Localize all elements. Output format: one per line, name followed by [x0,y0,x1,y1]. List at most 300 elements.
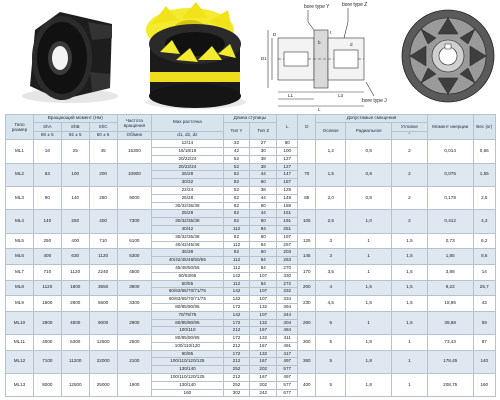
hub-z-cell: 60 [250,179,277,187]
d-cell: 145 [298,249,316,265]
axial-cell: 2,5 [316,210,346,233]
length-cell: 677 [277,389,298,397]
type-cell: ML13 [6,374,34,397]
speed-cell: 3800 [117,280,152,296]
d-cell: 105 [298,210,316,233]
hub-z-cell: 167 [250,342,277,350]
torque-shc-cell: 45 [89,140,117,163]
hub-z-cell: 44 [250,171,277,179]
torque-shb-cell: 630 [61,249,89,265]
length-cell: 330 [277,272,298,280]
torque-shc-cell: 1120 [89,249,117,265]
hub-z-cell: 60 [250,218,277,226]
length-cell: 187 [277,179,298,187]
hub-z-cell: 132 [250,319,277,327]
weight-cell: 87 [473,335,495,351]
type-cell: ML7 [6,264,34,280]
torque-shb-cell: 25 [61,140,89,163]
bore-cell: 22/24 [152,186,223,194]
torque-sha-cell: 250 [33,233,61,249]
axial-cell: 1,5 [316,163,346,186]
radial-cell: 1,5 [346,280,392,296]
unit-bore: d1, d2, dz [152,131,223,139]
hub-z-cell: 38 [250,155,277,163]
length-cell: 334 [277,296,298,304]
hub-z-cell: 60 [250,202,277,210]
d-cell: 360 [298,350,316,373]
bore-cell: 16/18/19 [152,147,223,155]
type-cell: ML12 [6,350,34,373]
hub-z-cell: 132 [250,350,277,358]
angular-cell: 1,5 [392,311,428,334]
hub-z-cell: 107 [250,288,277,296]
hub-y-cell: 32 [223,140,250,148]
bore-cell: 70/75/75 [152,311,223,319]
spec-table [5,114,496,397]
bore-cell: 60/63/65/70/71/75 [152,296,223,304]
torque-shb-cell: 100 [61,163,89,186]
hub-y-cell: 252 [223,366,250,374]
radial-cell: 1 [346,249,392,265]
weight-cell: 59 [473,311,495,334]
weight-cell: 0,66 [473,140,495,163]
right-hub-image [146,24,246,109]
speed-cell: 4500 [117,264,152,280]
length-cell: 491 [277,342,298,350]
table-row [6,350,496,358]
inertia-cell: 208,75 [427,374,473,397]
weight-cell: 6,2 [473,233,495,249]
axial-cell: 5 [316,311,346,334]
speed-cell: 6100 [117,233,152,249]
speed-cell: 7300 [117,210,152,233]
hub-y-cell: 82 [223,202,250,210]
bore-cell: 30/32/35/38 [152,218,223,226]
bore-cell: 60/63/65 [152,272,223,280]
d-cell: 85 [298,186,316,209]
table-row [6,186,496,194]
hub-y-cell: 52 [223,163,250,171]
torque-shb-cell: 12500 [61,374,89,397]
torque-shc-cell: 200 [89,163,117,186]
bore-cell: 40/42/45/48 [152,241,223,249]
dim-d: D [273,32,277,37]
type-cell: ML10 [6,311,34,334]
header-l: L [277,115,298,140]
torque-sha-cell: 90 [33,186,61,209]
hub-y-cell: 82 [223,233,250,241]
table-row [6,311,496,319]
axial-cell: 3 [316,233,346,249]
label-bore-type-j: bore type J [362,98,387,104]
spec-table-body [6,140,496,397]
bore-cell: 12/14 [152,140,223,148]
hub-y-cell: 82 [223,179,250,187]
weight-cell: 160 [473,374,495,397]
bore-cell: 20/22/24 [152,163,223,171]
hub-z-cell: 202 [250,381,277,389]
hub-z-cell: 60 [250,233,277,241]
torque-shc-cell: 400 [89,210,117,233]
unit-angular: ° [392,131,428,139]
bore-cell: 100/110/120 [152,342,223,350]
inertia-cell: 178,45 [427,350,473,373]
hub-y-cell: 172 [223,335,250,343]
radial-cell: 1,8 [346,335,392,351]
angular-cell: 1 [392,374,428,397]
hub-z-cell: 44 [250,210,277,218]
length-cell: 404 [277,319,298,327]
hub-y-cell: 172 [223,319,250,327]
bore-cell: 160 [152,389,223,397]
type-cell: ML2 [6,163,34,186]
speed-cell: 10900 [117,163,152,186]
hub-z-cell: 44 [250,194,277,202]
torque-shc-cell: 5600 [89,296,117,312]
hub-y-cell: 62 [223,171,250,179]
unit-shb: 92 ± 5 [61,131,89,139]
hub-z-cell: 242 [250,389,277,397]
hub-y-cell: 62 [223,210,250,218]
axial-cell: 2,0 [316,186,346,209]
inertia-cell: 3,88 [427,264,473,280]
hub-y-cell: 252 [223,381,250,389]
torque-shc-cell: 9000 [89,311,117,334]
torque-shb-cell: 140 [61,186,89,209]
hub-y-cell: 172 [223,350,250,358]
hub-z-cell: 107 [250,311,277,319]
header-sha: ShA [33,123,61,131]
bore-cell: 40/42 [152,225,223,233]
length-cell: 100 [277,147,298,155]
torque-sha-cell: 710 [33,264,61,280]
axial-cell: 5 [316,374,346,397]
table-row [6,249,496,257]
angular-cell: 2 [392,140,428,163]
header-inertia: Момент инерции [427,115,473,140]
weight-cell: 25,7 [473,280,495,296]
bore-cell: 100/110 [152,327,223,335]
bore-cell: 50/55 [152,280,223,288]
speed-cell: 15300 [117,140,152,163]
inertia-cell: 0,178 [427,186,473,209]
hub-z-cell: 107 [250,272,277,280]
hub-y-cell: 112 [223,280,250,288]
length-cell: 80 [277,140,298,148]
table-row [6,280,496,288]
radial-cell: 1,8 [346,350,392,373]
weight-cell: 8,6 [473,249,495,265]
inertia-cell: 9,22 [427,280,473,296]
length-cell: 203 [277,249,298,257]
axial-cell: 3,5 [316,264,346,280]
speed-cell: 9000 [117,186,152,209]
dim-l: L [318,107,321,112]
header-misalignment: Допустимые смещения [316,115,428,123]
angular-cell: 2 [392,186,428,209]
hub-y-cell: 212 [223,374,250,382]
radial-cell: 1 [346,233,392,249]
torque-shc-cell: 3550 [89,280,117,296]
type-cell: ML9 [6,296,34,312]
torque-shb-cell: 6300 [61,335,89,351]
bore-cell: 130/140 [152,366,223,374]
torque-shb-cell: 4500 [61,311,89,334]
bore-cell: 100/110/120/125 [152,374,223,382]
torque-shc-cell: 710 [89,233,117,249]
length-cell: 394 [277,303,298,311]
bore-cell: 30/32 [152,179,223,187]
hub-z-cell: 107 [250,296,277,304]
type-cell: ML5 [6,233,34,249]
unit-speed: Об/мин [117,131,152,139]
inertia-cell: 0,075 [427,163,473,186]
torque-sha-cell: 400 [33,249,61,265]
type-cell: ML1 [6,140,34,163]
axial-cell: 4 [316,280,346,296]
bore-cell: 25/28 [152,194,223,202]
hub-y-cell: 212 [223,358,250,366]
torque-shb-cell: 1800 [61,280,89,296]
length-cell: 577 [277,366,298,374]
d-cell: 260 [298,311,316,334]
hub-y-cell: 142 [223,311,250,319]
torque-sha-cell: 63 [33,163,61,186]
radial-cell: 1 [346,264,392,280]
length-cell: 270 [277,264,298,272]
length-cell: 497 [277,358,298,366]
hub-y-cell: 82 [223,249,250,257]
weight-cell: 4,3 [473,210,495,233]
d-cell [298,140,316,163]
bore-cell: 80/85/90/95 [152,319,223,327]
hub-y-cell: 212 [223,327,250,335]
torque-shc-cell: 2240 [89,264,117,280]
table-row [6,210,496,218]
length-cell: 497 [277,374,298,382]
bore-cell: 25/28 [152,171,223,179]
torque-shb-cell: 11200 [61,350,89,373]
label-bore-type-z: bore type Z [342,2,368,8]
angular-cell: 2 [392,163,428,186]
speed-cell: 5300 [117,249,152,265]
dim-b: b [318,40,321,45]
unit-shc: 60 ± 5 [89,131,117,139]
d-cell: 200 [298,280,316,296]
torque-sha-cell: 16 [33,140,61,163]
hub-y-cell: 142 [223,272,250,280]
table-row [6,374,496,382]
axial-cell: 5 [316,350,346,373]
unit-sha: 80 ± 5 [33,131,61,139]
axial-cell: 1,2 [316,140,346,163]
speed-cell: 2100 [117,350,152,373]
table-row [6,140,496,148]
inertia-cell: 39,68 [427,311,473,334]
hub-z-cell: 167 [250,327,277,335]
table-row [6,264,496,272]
hub-z-cell: 84 [250,241,277,249]
inertia-cell: 0,014 [427,140,473,163]
hub-z-cell: 132 [250,335,277,343]
type-cell: ML4 [6,210,34,233]
inertia-cell: 18,95 [427,296,473,312]
header-torque: Вращающий момент (Нм) [33,115,117,123]
length-cell: 332 [277,288,298,296]
hub-z-cell: 84 [250,225,277,233]
torque-sha-cell: 4000 [33,335,61,351]
angular-cell: 1 [392,335,428,351]
bore-cell: 100/110/120/125 [152,358,223,366]
length-cell: 263 [277,257,298,265]
angular-cell: 1 [392,350,428,373]
hub-y-cell: 52 [223,155,250,163]
bore-cell: 80/85/90/95 [152,303,223,311]
header-d: D [298,115,316,140]
hub-z-cell: 84 [250,257,277,265]
torque-sha-cell: 2800 [33,311,61,334]
hub-z-cell: 38 [250,186,277,194]
hub-y-cell: 212 [223,342,250,350]
hub-z-cell: 27 [250,140,277,148]
header-hub-z: Тип Z [250,123,277,140]
length-cell: 272 [277,280,298,288]
bore-cell: 30/32/35/38 [152,202,223,210]
end-view-drawing [402,10,494,102]
axial-cell: 5 [316,335,346,351]
hub-z-cell: 84 [250,280,277,288]
bore-cell: 60/63/65/70/71/75 [152,288,223,296]
angular-cell: 1,5 [392,280,428,296]
hub-y-cell: 172 [223,303,250,311]
length-cell: 191 [277,218,298,226]
torque-shb-cell: 2800 [61,296,89,312]
speed-cell: 1900 [117,374,152,397]
inertia-cell: 1,85 [427,249,473,265]
radial-cell: 1,8 [346,374,392,397]
header-max-bore: Max расточка [152,115,223,132]
coupling-drawing [258,0,500,113]
length-cell: 188 [277,202,298,210]
inertia-cell: 0,73 [427,233,473,249]
d-cell: 230 [298,296,316,312]
length-cell: 251 [277,225,298,233]
axial-cell: 3 [316,249,346,265]
angular-cell: 1,5 [392,296,428,312]
header-type: Типо размер [6,115,34,140]
hub-y-cell: 112 [223,241,250,249]
angular-cell: 2 [392,210,428,233]
d-cell: 170 [298,264,316,280]
bore-cell: 40/42/45/48/50/55 [152,257,223,265]
radial-cell: 1 [346,311,392,334]
header-weight: Вес (кг) [473,115,495,140]
hub-z-cell: 84 [250,264,277,272]
header-angular: Угловое [392,123,428,131]
torque-sha-cell: 1120 [33,280,61,296]
hub-y-cell: 302 [223,389,250,397]
hub-y-cell: 112 [223,264,250,272]
dim-d1: D1 [261,56,267,61]
hub-z-cell: 202 [250,366,277,374]
length-cell: 257 [277,241,298,249]
header-hub-y: Тип Y [223,123,250,140]
type-cell: ML6 [6,249,34,265]
angular-cell: 1,5 [392,249,428,265]
weight-cell: 140 [473,350,495,373]
weight-cell: 43 [473,296,495,312]
header-shc: ShC [89,123,117,131]
dim-dz: d [350,42,353,47]
header-shb: ShB [61,123,89,131]
table-row [6,233,496,241]
bore-cell: 45/48/50/55 [152,264,223,272]
radial-cell: 1,0 [346,210,392,233]
length-cell: 197 [277,233,298,241]
hub-y-cell: 112 [223,257,250,265]
length-cell: 417 [277,350,298,358]
length-cell: 127 [277,163,298,171]
torque-shc-cell: 280 [89,186,117,209]
d-cell: 300 [298,335,316,351]
hub-y-cell: 82 [223,218,250,226]
dim-l3: L3 [338,93,344,98]
hub-y-cell: 42 [223,147,250,155]
bore-cell: 90/95 [152,350,223,358]
bore-cell: 30/32/35/38 [152,233,223,241]
hub-y-cell: 142 [223,296,250,304]
length-cell: 128 [277,186,298,194]
torque-sha-cell: 7100 [33,350,61,373]
table-row [6,335,496,343]
radial-cell: 0,5 [346,140,392,163]
hub-z-cell: 167 [250,358,277,366]
type-cell: ML11 [6,335,34,351]
length-cell: 151 [277,210,298,218]
hub-z-cell: 60 [250,249,277,257]
hub-z-cell: 30 [250,147,277,155]
inertia-cell: 0,412 [427,210,473,233]
length-cell: 127 [277,155,298,163]
torque-shc-cell: 12500 [89,335,117,351]
torque-shc-cell: 22000 [89,350,117,373]
axial-cell: 4,5 [316,296,346,312]
hub-y-cell: 62 [223,194,250,202]
hub-y-cell: 142 [223,288,250,296]
dim-l1: L1 [288,93,294,98]
length-cell: 147 [277,171,298,179]
header-hub-length: Длина ступицы [223,115,277,123]
angular-cell: 1,5 [392,233,428,249]
torque-shb-cell: 1120 [61,264,89,280]
hub-z-cell: 132 [250,303,277,311]
table-row [6,163,496,171]
hub-y-cell: 112 [223,225,250,233]
speed-cell: 2500 [117,335,152,351]
d-cell: 125 [298,233,316,249]
length-cell: 484 [277,327,298,335]
torque-sha-cell: 140 [33,210,61,233]
header-radial: Радиальное [346,123,392,140]
torque-shc-cell: 25000 [89,374,117,397]
torque-sha-cell: 8000 [33,374,61,397]
inertia-cell: 73,43 [427,335,473,351]
angular-cell: 1,5 [392,264,428,280]
hub-y-cell: 52 [223,186,250,194]
d-cell: 70 [298,163,316,186]
coupling-photo [0,0,258,113]
hub-z-cell: 167 [250,374,277,382]
